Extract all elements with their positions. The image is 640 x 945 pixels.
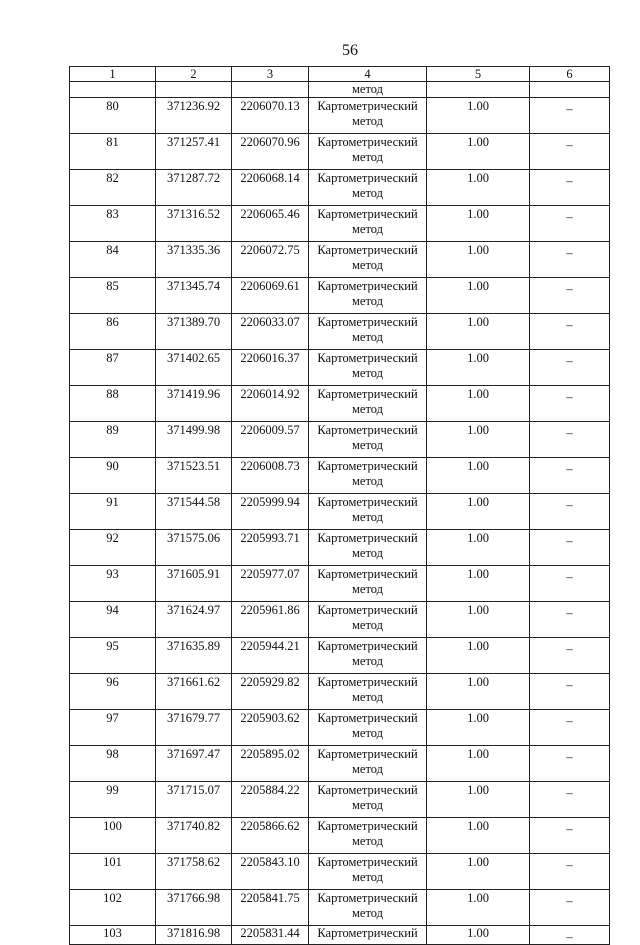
note-cell: – — [530, 170, 610, 206]
method-line-1: Картометрический — [317, 99, 418, 113]
x-coordinate-cell: 371605.91 — [156, 566, 232, 602]
x-coordinate-cell: 371575.06 — [156, 530, 232, 566]
method-line-2: метод — [351, 330, 383, 344]
x-coordinate-cell: 371236.92 — [156, 98, 232, 134]
y-coordinate-cell: 2206070.96 — [232, 134, 309, 170]
x-coordinate-cell: 371715.07 — [156, 782, 232, 818]
method-line-2: метод — [351, 870, 383, 884]
method-cell — [309, 782, 427, 818]
point-number-cell: 89 — [70, 422, 156, 458]
note-cell: – — [530, 350, 610, 386]
method-cell — [309, 98, 427, 134]
y-coordinate-cell: 2205929.82 — [232, 674, 309, 710]
method-line-1: Картометрический — [317, 387, 418, 401]
point-number-cell: 86 — [70, 314, 156, 350]
y-coordinate-cell: 2206069.61 — [232, 278, 309, 314]
note-cell: – — [530, 638, 610, 674]
x-coordinate-cell: 371523.51 — [156, 458, 232, 494]
table-header-row — [70, 67, 610, 82]
x-coordinate-cell: 371499.98 — [156, 422, 232, 458]
method-line-2: метод — [351, 474, 383, 488]
y-coordinate-cell: 2205841.75 — [232, 890, 309, 926]
y-coordinate-cell: 2206008.73 — [232, 458, 309, 494]
point-number-cell: 93 — [70, 566, 156, 602]
x-coordinate-cell: 371740.82 — [156, 818, 232, 854]
table-row — [70, 422, 610, 458]
y-coordinate-cell: 2205993.71 — [232, 530, 309, 566]
table-cell — [232, 82, 309, 98]
column-header: 4 — [309, 67, 427, 82]
method-cell — [309, 926, 427, 945]
point-number-cell: 94 — [70, 602, 156, 638]
method-line-1: Картометрический — [317, 639, 418, 653]
point-number-cell: 97 — [70, 710, 156, 746]
note-cell: – — [530, 746, 610, 782]
x-coordinate-cell: 371335.36 — [156, 242, 232, 278]
method-line-1: Картометрический — [317, 207, 418, 221]
y-coordinate-cell: 2206014.92 — [232, 386, 309, 422]
page-number: 56 — [342, 42, 358, 59]
table-row — [70, 98, 610, 134]
table-cell — [427, 82, 530, 98]
point-number-cell: 80 — [70, 98, 156, 134]
method-cell — [309, 242, 427, 278]
method-line-1: Картометрический — [317, 567, 418, 581]
point-number-cell: 90 — [70, 458, 156, 494]
column-header: 3 — [232, 67, 309, 82]
method-cell — [309, 602, 427, 638]
note-cell: – — [530, 314, 610, 350]
method-line-1: Картометрический — [317, 891, 418, 905]
note-cell: – — [530, 854, 610, 890]
note-cell: – — [530, 566, 610, 602]
table-row — [70, 242, 610, 278]
point-number-cell: 100 — [70, 818, 156, 854]
column-header: 1 — [70, 67, 156, 82]
table-row — [70, 710, 610, 746]
x-coordinate-cell: 371257.41 — [156, 134, 232, 170]
continuation-row — [70, 82, 610, 98]
table-row — [70, 602, 610, 638]
y-coordinate-cell: 2205944.21 — [232, 638, 309, 674]
point-number-cell: 95 — [70, 638, 156, 674]
method-line-1: Картометрический — [317, 495, 418, 509]
method-cell — [309, 566, 427, 602]
column-header: 6 — [530, 67, 610, 82]
y-coordinate-cell: 2206065.46 — [232, 206, 309, 242]
method-cell — [309, 746, 427, 782]
y-coordinate-cell: 2206070.13 — [232, 98, 309, 134]
note-cell: – — [530, 278, 610, 314]
method-cell — [309, 890, 427, 926]
note-cell: – — [530, 242, 610, 278]
method-line-1: Картометрический — [317, 819, 418, 833]
note-cell: – — [530, 710, 610, 746]
method-line-1: Картометрический — [317, 135, 418, 149]
method-cell — [309, 710, 427, 746]
method-cell — [309, 422, 427, 458]
method-line-1: Картометрический — [317, 315, 418, 329]
point-number-cell: 103 — [70, 926, 156, 945]
method-line-2: метод — [351, 294, 383, 308]
note-cell: – — [530, 926, 610, 945]
accuracy-cell: 1.00 — [427, 386, 530, 422]
y-coordinate-cell: 2205961.86 — [232, 602, 309, 638]
table-row — [70, 458, 610, 494]
accuracy-cell: 1.00 — [427, 602, 530, 638]
point-number-cell: 96 — [70, 674, 156, 710]
y-coordinate-cell: 2206016.37 — [232, 350, 309, 386]
y-coordinate-cell: 2205866.62 — [232, 818, 309, 854]
x-coordinate-cell: 371758.62 — [156, 854, 232, 890]
note-cell: – — [530, 206, 610, 242]
point-number-cell: 88 — [70, 386, 156, 422]
note-cell: – — [530, 782, 610, 818]
table-row — [70, 206, 610, 242]
table-row — [70, 386, 610, 422]
accuracy-cell: 1.00 — [427, 674, 530, 710]
method-line-2: метод — [351, 186, 383, 200]
y-coordinate-cell: 2205884.22 — [232, 782, 309, 818]
table-row — [70, 350, 610, 386]
column-header: 2 — [156, 67, 232, 82]
accuracy-cell: 1.00 — [427, 566, 530, 602]
method-line-1: Картометрический — [317, 711, 418, 725]
column-header: 5 — [427, 67, 530, 82]
point-number-cell: 102 — [70, 890, 156, 926]
table-row — [70, 314, 610, 350]
accuracy-cell: 1.00 — [427, 854, 530, 890]
method-line-2: метод — [351, 258, 383, 272]
point-number-cell: 84 — [70, 242, 156, 278]
method-line-2: метод — [351, 150, 383, 164]
accuracy-cell: 1.00 — [427, 314, 530, 350]
table-cell — [530, 82, 610, 98]
x-coordinate-cell: 371766.98 — [156, 890, 232, 926]
method-cell — [309, 854, 427, 890]
x-coordinate-cell: 371624.97 — [156, 602, 232, 638]
accuracy-cell: 1.00 — [427, 530, 530, 566]
method-line-2: метод — [351, 438, 383, 452]
x-coordinate-cell: 371402.65 — [156, 350, 232, 386]
y-coordinate-cell: 2205977.07 — [232, 566, 309, 602]
table-row — [70, 638, 610, 674]
y-coordinate-cell: 2205843.10 — [232, 854, 309, 890]
accuracy-cell: 1.00 — [427, 134, 530, 170]
method-line-2: метод — [351, 582, 383, 596]
note-cell: – — [530, 386, 610, 422]
method-cell — [309, 386, 427, 422]
method-line-1: Картометрический — [317, 747, 418, 761]
note-cell: – — [530, 458, 610, 494]
table-cell — [70, 82, 156, 98]
method-cell — [309, 350, 427, 386]
note-cell: – — [530, 422, 610, 458]
method-cell — [309, 674, 427, 710]
accuracy-cell: 1.00 — [427, 710, 530, 746]
note-cell: – — [530, 134, 610, 170]
method-cell — [309, 530, 427, 566]
note-cell: – — [530, 98, 610, 134]
method-line-1: Картометрический — [317, 243, 418, 257]
method-line-2: метод — [351, 798, 383, 812]
table-row — [70, 818, 610, 854]
method-cell — [309, 458, 427, 494]
coordinates-table — [69, 66, 610, 945]
method-cell — [309, 314, 427, 350]
point-number-cell: 98 — [70, 746, 156, 782]
accuracy-cell: 1.00 — [427, 746, 530, 782]
method-line-2: метод — [351, 222, 383, 236]
note-cell: – — [530, 890, 610, 926]
y-coordinate-cell: 2205895.02 — [232, 746, 309, 782]
method-line-1: Картометрический — [317, 603, 418, 617]
y-coordinate-cell: 2206068.14 — [232, 170, 309, 206]
accuracy-cell: 1.00 — [427, 638, 530, 674]
method-cell — [309, 278, 427, 314]
accuracy-cell: 1.00 — [427, 782, 530, 818]
accuracy-cell: 1.00 — [427, 206, 530, 242]
accuracy-cell: 1.00 — [427, 890, 530, 926]
table-row — [70, 170, 610, 206]
x-coordinate-cell: 371345.74 — [156, 278, 232, 314]
method-line-2: метод — [351, 654, 383, 668]
method-line-1: Картометрический — [317, 855, 418, 869]
x-coordinate-cell: 371316.52 — [156, 206, 232, 242]
x-coordinate-cell: 371544.58 — [156, 494, 232, 530]
point-number-cell: 99 — [70, 782, 156, 818]
x-coordinate-cell: 371816.98 — [156, 926, 232, 945]
y-coordinate-cell: 2206033.07 — [232, 314, 309, 350]
table-row — [70, 494, 610, 530]
table-row — [70, 890, 610, 926]
method-line-2: метод — [351, 510, 383, 524]
y-coordinate-cell: 2205831.44 — [232, 926, 309, 945]
method-line-1: Картометрический — [317, 351, 418, 365]
y-coordinate-cell: 2206009.57 — [232, 422, 309, 458]
table-row — [70, 674, 610, 710]
accuracy-cell: 1.00 — [427, 350, 530, 386]
note-cell: – — [530, 818, 610, 854]
table-cell — [156, 82, 232, 98]
method-line-2: метод — [351, 114, 383, 128]
y-coordinate-cell: 2206072.75 — [232, 242, 309, 278]
accuracy-cell: 1.00 — [427, 278, 530, 314]
y-coordinate-cell: 2205903.62 — [232, 710, 309, 746]
note-cell: – — [530, 602, 610, 638]
note-cell: – — [530, 530, 610, 566]
table-row — [70, 566, 610, 602]
x-coordinate-cell: 371679.77 — [156, 710, 232, 746]
y-coordinate-cell: 2205999.94 — [232, 494, 309, 530]
method-line-1: Картометрический — [317, 171, 418, 185]
table-row — [70, 854, 610, 890]
x-coordinate-cell: 371697.47 — [156, 746, 232, 782]
point-number-cell: 101 — [70, 854, 156, 890]
accuracy-cell: 1.00 — [427, 926, 530, 945]
accuracy-cell: 1.00 — [427, 242, 530, 278]
accuracy-cell: 1.00 — [427, 494, 530, 530]
table-row — [70, 926, 610, 945]
method-line-2: метод — [351, 546, 383, 560]
method-line-1: Картометрический — [317, 423, 418, 437]
x-coordinate-cell: 371635.89 — [156, 638, 232, 674]
method-line-2: метод — [351, 366, 383, 380]
method-line-2: метод — [351, 618, 383, 632]
method-line-1: Картометрический — [317, 531, 418, 545]
accuracy-cell: 1.00 — [427, 170, 530, 206]
table-row — [70, 278, 610, 314]
accuracy-cell: 1.00 — [427, 422, 530, 458]
table-cell: метод — [309, 82, 427, 98]
table-row — [70, 782, 610, 818]
x-coordinate-cell: 371419.96 — [156, 386, 232, 422]
table-row — [70, 746, 610, 782]
point-number-cell: 85 — [70, 278, 156, 314]
method-line-1: Картометрический — [317, 783, 418, 797]
table-row — [70, 530, 610, 566]
method-line-1: Картометрический — [317, 675, 418, 689]
table-row — [70, 134, 610, 170]
method-cell — [309, 170, 427, 206]
x-coordinate-cell: 371389.70 — [156, 314, 232, 350]
method-line-2: метод — [351, 690, 383, 704]
method-cell — [309, 134, 427, 170]
accuracy-cell: 1.00 — [427, 818, 530, 854]
method-line-1: Картометрический — [317, 279, 418, 293]
method-line-2: метод — [351, 906, 383, 920]
point-number-cell: 87 — [70, 350, 156, 386]
method-cell — [309, 638, 427, 674]
accuracy-cell: 1.00 — [427, 458, 530, 494]
x-coordinate-cell: 371287.72 — [156, 170, 232, 206]
point-number-cell: 83 — [70, 206, 156, 242]
note-cell: – — [530, 494, 610, 530]
point-number-cell: 91 — [70, 494, 156, 530]
point-number-cell: 81 — [70, 134, 156, 170]
method-line-2: метод — [351, 402, 383, 416]
method-cell — [309, 818, 427, 854]
accuracy-cell: 1.00 — [427, 98, 530, 134]
method-cell — [309, 206, 427, 242]
point-number-cell: 92 — [70, 530, 156, 566]
method-line-2: метод — [351, 762, 383, 776]
note-cell: – — [530, 674, 610, 710]
point-number-cell: 82 — [70, 170, 156, 206]
method-line-1: Картометрический — [317, 926, 418, 940]
x-coordinate-cell: 371661.62 — [156, 674, 232, 710]
method-cell — [309, 494, 427, 530]
method-line-1: Картометрический — [317, 459, 418, 473]
method-line-2: метод — [351, 726, 383, 740]
method-line-2: метод — [351, 834, 383, 848]
